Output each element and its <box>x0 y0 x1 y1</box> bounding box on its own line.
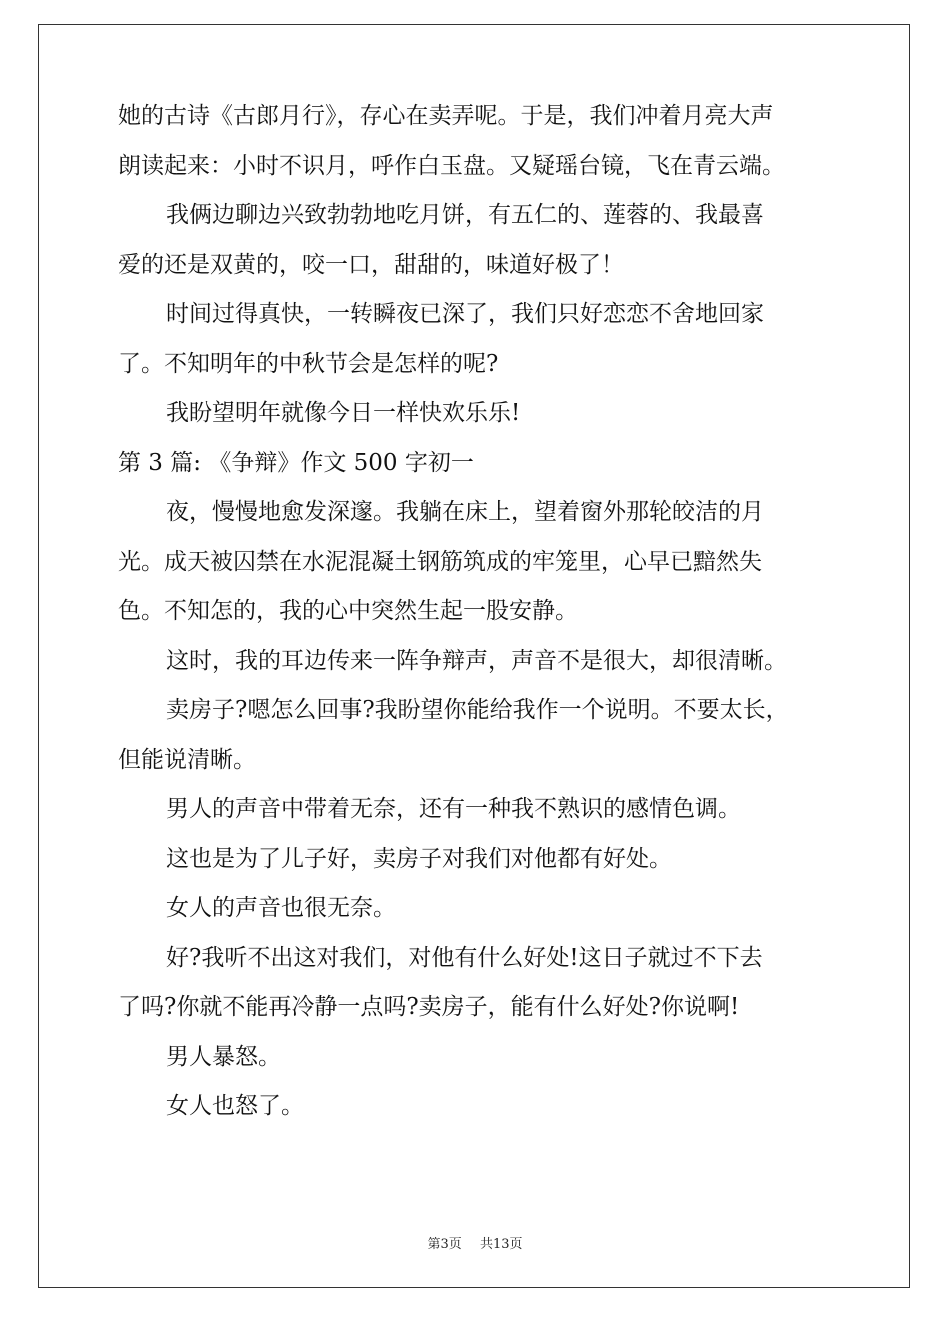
text-line: 夜，慢慢地愈发深邃。我躺在床上，望着窗外那轮皎洁的月 <box>166 499 764 525</box>
text-line: 爱的还是双黄的，咬一口，甜甜的，味道好极了！ <box>118 251 624 278</box>
section-heading: 第 3 篇: 《争辩》作文 500 字初一 <box>118 449 474 476</box>
page-number: 第3页 <box>427 1237 462 1252</box>
text-line: 女人的声音也很无奈。 <box>166 895 396 921</box>
text-line: 卖房子?嗯怎么回事?我盼望你能给我作一个说明。不要太长， <box>166 697 789 723</box>
page-total: 共13页 <box>479 1237 523 1252</box>
page-footer <box>0 1233 950 1252</box>
text-line: 我盼望明年就像今日一样快欢乐乐! <box>166 400 521 426</box>
document-body <box>118 92 838 1132</box>
text-line: 朗读起来：小时不识月，呼作白玉盘。又疑瑶台镜，飞在青云端。 <box>118 152 785 179</box>
text-line: 色。不知怎的，我的心中突然生起一股安静。 <box>118 598 578 624</box>
text-line: 男人暴怒。 <box>166 1043 281 1070</box>
text-line: 我俩边聊边兴致勃勃地吃月饼，有五仁的、莲蓉的、我最喜 <box>166 202 764 228</box>
text-line: 女人也怒了。 <box>166 1093 304 1119</box>
text-line: 时间过得真快，一转瞬夜已深了，我们只好恋恋不舍地回家 <box>166 301 764 327</box>
text-line: 了。不知明年的中秋节会是怎样的呢? <box>118 350 499 377</box>
text-line: 光。成天被囚禁在水泥混凝土钢筋筑成的牢笼里，心早已黯然失 <box>118 548 762 575</box>
text-line: 了吗?你就不能再冷静一点吗?卖房子，能有什么好处?你说啊! <box>118 994 740 1020</box>
text-line: 男人的声音中带着无奈，还有一种我不熟识的感情色调。 <box>166 796 741 822</box>
text-line: 好?我听不出这对我们，对他有什么好处!这日子就过不下去 <box>166 944 763 971</box>
text-line: 这时，我的耳边传来一阵争辩声，声音不是很大，却很清晰。 <box>166 647 787 674</box>
text-line: 但能说清晰。 <box>118 746 256 773</box>
text-line: 这也是为了儿子好，卖房子对我们对他都有好处。 <box>166 845 672 872</box>
text-line: 她的古诗《古郎月行》，存心在卖弄呢。于是，我们冲着月亮大声 <box>118 103 774 129</box>
